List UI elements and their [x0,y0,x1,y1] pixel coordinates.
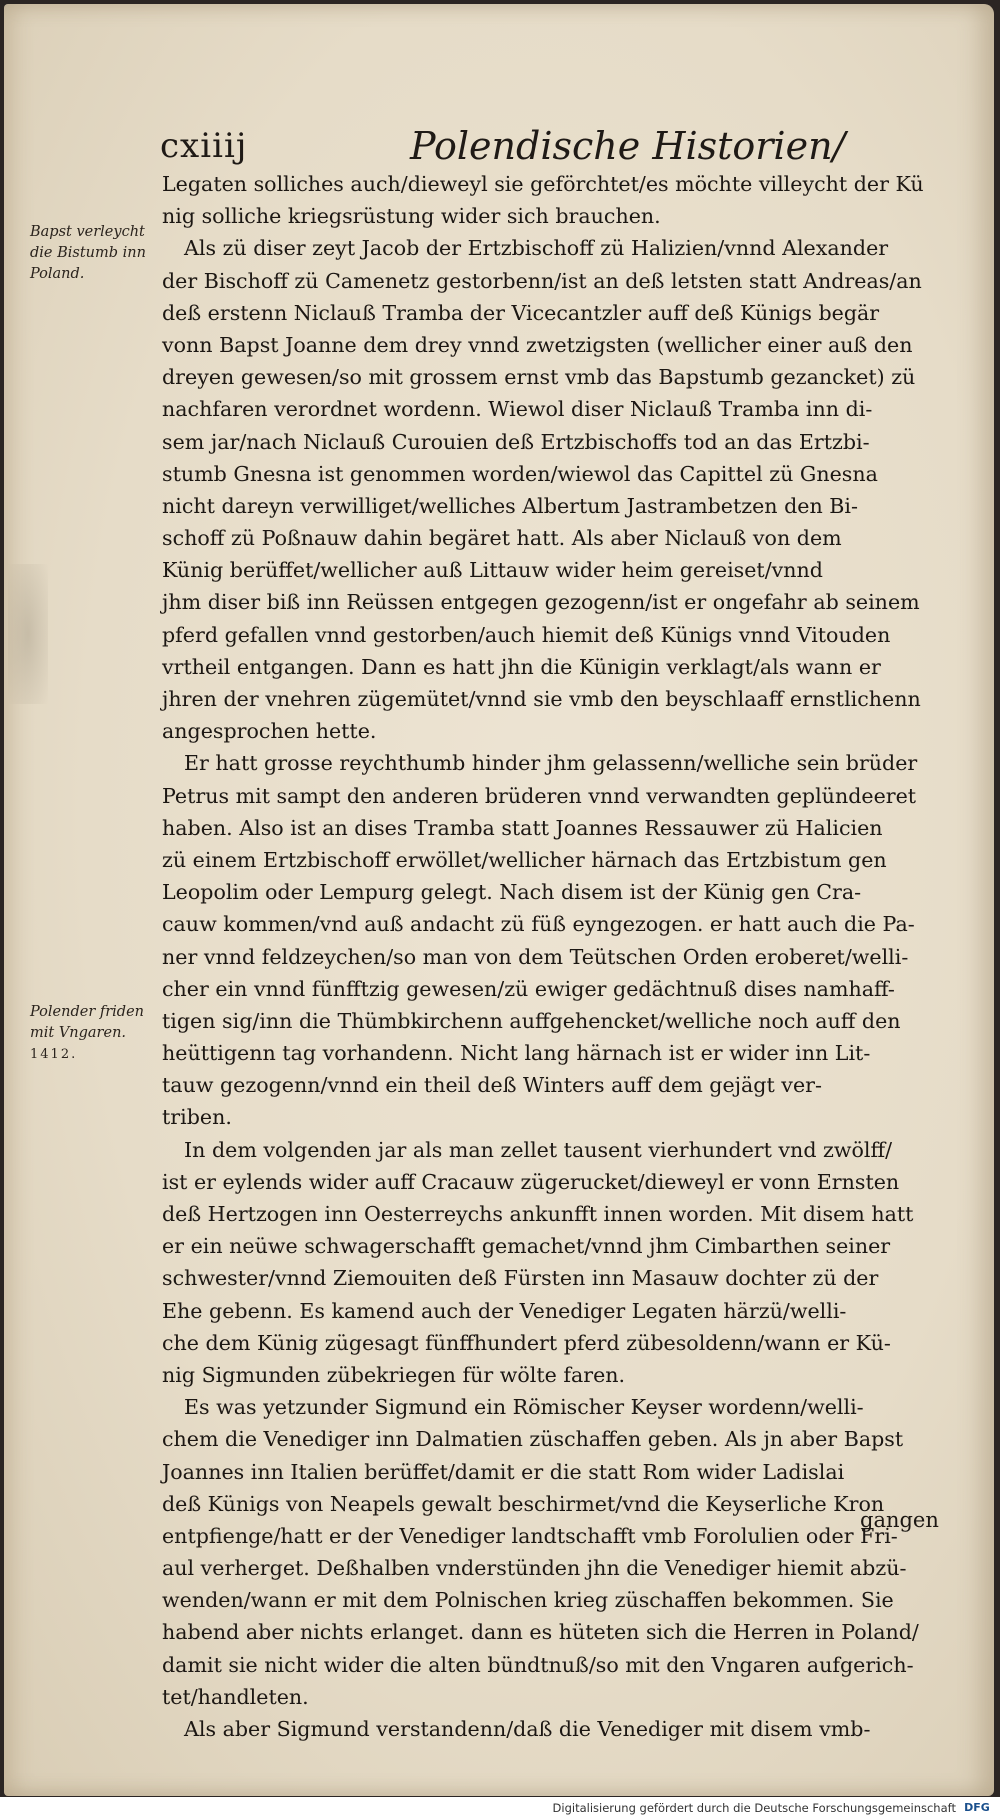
text-line: er ein neüwe schwagerschafft gemachet/vnnd jhm Cimbarthen seiner [162,1234,891,1259]
text-line: nachfaren verordnet wordenn. Wiewol diser Niclauß Tramba inn di- [162,397,873,422]
text-line: angesprochen hette. [162,719,377,744]
margin-note-line: Polender friden [30,1004,144,1020]
text-line: damit sie nicht wider die alten bündtnuß/so mit den Vngaren aufgerich- [162,1652,914,1677]
footer-credit-bar [0,1797,1000,1820]
text-line: nig Sigmunden zübekriegen für wölte faren. [162,1362,626,1387]
dfg-logo: DFG [964,1801,990,1814]
margin-note-line: Bapst verleycht [30,224,145,240]
margin-note-line: Poland. [30,266,85,282]
text-line: zü einem Ertzbischoff erwöllet/wellicher härnach das Ertzbistum gen [162,847,887,872]
margin-note-friden [30,1002,160,1065]
text-line: che dem Künig zügesagt fünffhundert pferd zübesoldenn/wann er Kü- [162,1330,891,1355]
body-text [162,168,962,1745]
text-line: schwester/vnnd Ziemouiten deß Fürsten inn Masauw dochter zü der [162,1266,879,1291]
text-line: Künig berüffet/wellicher auß Littauw wider heim gereiset/vnnd [162,558,823,583]
page-header [160,112,970,172]
text-line: Als zü diser zeyt Jacob der Ertzbischoff zü Halizien/vnnd Alexander [184,236,889,261]
text-line: Er hatt grosse reychthumb hinder jhm gelassenn/welliche sein brüder [184,751,918,776]
text-line: deß Hertzogen inn Oesterreychs ankunfft innen worden. Mit disem hatt [162,1202,914,1226]
text-line: ner vnnd feldzeychen/so man von dem Teütschen Orden eroberet/welli- [162,944,909,969]
text-line: pferd gefallen vnnd gestorben/auch hiemit deß Künigs vnnd Vitouden [162,622,891,647]
text-line: tigen sig/inn die Thümbkirchenn auffgehencket/welliche noch auff den [162,1008,901,1033]
text-line: nig solliche kriegsrüstung wider sich brauchen. [162,204,661,229]
text-line: Joannes inn Italien berüffet/damit er die statt Rom wider Ladislai [162,1459,845,1484]
text-line: nicht dareyn verwilliget/welliches Albertum Jastrambetzen den Bi- [162,493,858,518]
margin-note-bistumb [30,222,160,285]
text-line: cauw kommen/vnd auß andacht zü füß eyngezogen. er hatt auch die Pa- [162,912,915,937]
text-line: dreyen gewesen/so mit grossem ernst vmb das Bapstumb gezancket) zü [162,365,916,390]
text-line: vrtheil entgangen. Dann es hatt jhn die Künigin verklagt/als wann er [162,654,881,679]
catchword: gangen [860,1508,939,1532]
text-line: tauw gezogenn/vnnd ein theil deß Winters auff dem gejägt ver- [162,1073,822,1098]
text-line: entpfienge/hatt er der Venediger landtschafft vmb Forolulien oder Fri- [162,1523,898,1548]
ink-stain [8,564,48,704]
text-line: vonn Bapst Joanne dem drey vnnd zwetzigsten (wellicher einer auß den [162,332,913,357]
text-line: Als aber Sigmund verstandenn/daß die Venediger mit disem vmb- [184,1717,871,1741]
text-line: ist er eylends wider auff Cracauw zügerucket/dieweyl er vonn Ernsten [162,1169,900,1194]
text-line: jhm diser biß inn Reüssen entgegen gezogenn/ist er ongefahr ab seinem [162,590,920,615]
text-line: Es was yetzunder Sigmund ein Römischer Keyser wordenn/welli- [184,1395,864,1420]
text-line: stumb Gnesna ist genommen worden/wiewol das Capittel zü Gnesna [162,461,878,486]
text-line: wenden/wann er mit dem Polnischen krieg züschaffen bekommen. Sie [162,1588,894,1613]
text-line: heüttigenn tag vorhandenn. Nicht lang härnach ist er wider inn Lit- [162,1041,871,1066]
text-line: Ehe gebenn. Es kamend auch der Venediger Legaten härzü/welli- [162,1298,847,1323]
text-line: aul verherget. Deßhalben vnderstünden jhn die Venediger hiemit abzü- [162,1556,907,1581]
text-line: Leopolim oder Lempurg gelegt. Nach disem ist der Künig gen Cra- [162,880,862,905]
running-title: Polendische Historien/ [410,124,846,168]
text-line: haben. Also ist an dises Tramba statt Joannes Ressauwer zü Halicien [162,815,883,840]
text-line: jhren der vnehren zügemütet/vnnd sie vmb den beyschlaaff ernstlichenn [162,687,921,711]
text-line: triben. [162,1105,232,1130]
text-line: In dem volgenden jar als man zellet tausent vierhundert vnd zwölff/ [184,1137,893,1162]
folio-number: cxiiij [160,126,248,166]
margin-note-line: die Bistumb inn [30,245,146,261]
margin-note-year: 1412. [30,1047,78,1062]
text-line: chem die Venediger inn Dalmatien züschaffen geben. Als jn aber Bapst [162,1427,904,1452]
footer-credit-text: Digitalisierung gefördert durch die Deutsche Forschungsgemeinschaft [552,1801,956,1815]
text-line: Legaten solliches auch/dieweyl sie geförchtet/es möchte villeycht der Kü [162,172,924,196]
margin-note-line: mit Vngaren. [30,1025,127,1041]
text-line: Petrus mit sampt den anderen brüderen vnnd verwandten geplündeeret [162,783,917,808]
text-line: der Bischoff zü Camenetz gestorbenn/ist an deß letsten statt Andreas/an [162,268,922,293]
text-line: deß erstenn Niclauß Tramba der Vicecantzler auff deß Künigs begär [162,300,880,325]
text-line: deß Künigs von Neapels gewalt beschirmet/vnd die Keyserliche Kron [162,1491,885,1516]
text-line: sem jar/nach Niclauß Curouien deß Ertzbischoffs tod an das Ertzbi- [162,429,870,454]
text-line: schoff zü Poßnauw dahin begäret hatt. Als aber Niclauß von dem [162,526,842,551]
text-line: cher ein vnnd fünfftzig gewesen/zü ewiger gedächtnuß dises namhaff- [162,976,895,1001]
text-line: tet/handleten. [162,1684,309,1709]
text-line: habend aber nichts erlanget. dann es hüteten sich die Herren in Poland/ [162,1620,919,1645]
